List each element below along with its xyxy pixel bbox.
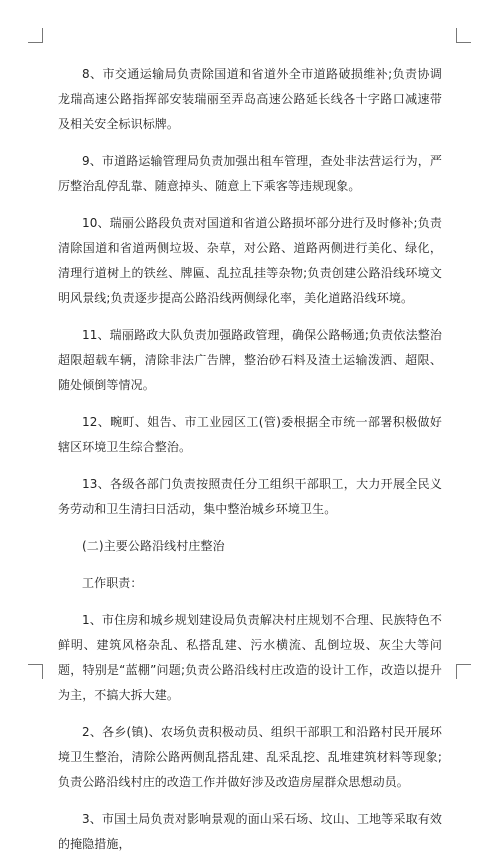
paragraph-item-12: 12、畹町、姐告、市工业园区工(管)委根据全市统一部署积极做好辖区环境卫生综合整治。 (58, 415, 442, 454)
paragraph-item-9: 9、市道路运输管理局负责加强出租车管理，查处非法营运行为，严厉整治乱停乱靠、随意掉头、随意上下乘客等违规现象。 (58, 154, 442, 193)
paragraph-item-8: 8、市交通运输局负责除国道和省道外全市道路破损维补;负责协调龙瑞高速公路指挥部安装瑞丽至弄岛高速公路延长线各十字路口减速带及相关安全标识标牌。 (58, 67, 442, 131)
section-heading: (二)主要公路沿线村庄整治 (82, 539, 225, 553)
document-body (58, 62, 442, 857)
corner-mark-bottom-right (456, 664, 471, 679)
paragraph-item-10: 10、瑞丽公路段负责对国道和省道公路损坏部分进行及时修补;负责清除国道和省道两侧垃圾、杂草，对公路、道路两侧进行美化、绿化，清理行道树上的铁丝、牌匾、乱拉乱挂等杂物;负责创建公路沿线环境文明风景线;负责逐步提高公路沿线两侧绿化率，美化道路沿线环境。 (58, 216, 442, 305)
paragraph-item-11: 11、瑞丽路政大队负责加强路政管理，确保公路畅通;负责依法整治超限超载车辆，清除非法广告牌，整治砂石料及渣土运输泼洒、超限、随处倾倒等情况。 (58, 328, 442, 392)
corner-mark-top-left (28, 28, 43, 43)
corner-mark-top-right (456, 28, 471, 43)
paragraph-item-13: 13、各级各部门负责按照责任分工组织干部职工，大力开展全民义务劳动和卫生清扫日活动，集中整治城乡环境卫生。 (58, 477, 442, 516)
duties-heading: 工作职责： (82, 576, 143, 590)
paragraph-item-2: 2、各乡(镇)、农场负责积极动员、组织干部职工和沿路村民开展环境卫生整治，清除公路两侧乱搭乱建、乱采乱挖、乱堆建筑材料等现象;负责公路沿线村庄的改造工作并做好涉及改造房屋群众思想动员。 (58, 725, 442, 789)
paragraph-item-1: 1、市住房和城乡规划建设局负责解决村庄规划不合理、民族特色不鲜明、建筑风格杂乱、私搭乱建、污水横流、乱倒垃圾、灰尘大等问题，特别是“蓝棚”问题;负责公路沿线村庄改造的设计工作，改造以提升为主，不搞大拆大建。 (58, 613, 442, 702)
paragraph-item-3: 3、市国土局负责对影响景观的面山采石场、坟山、工地等采取有效的掩隐措施， (58, 812, 442, 851)
corner-mark-bottom-left (28, 664, 43, 679)
